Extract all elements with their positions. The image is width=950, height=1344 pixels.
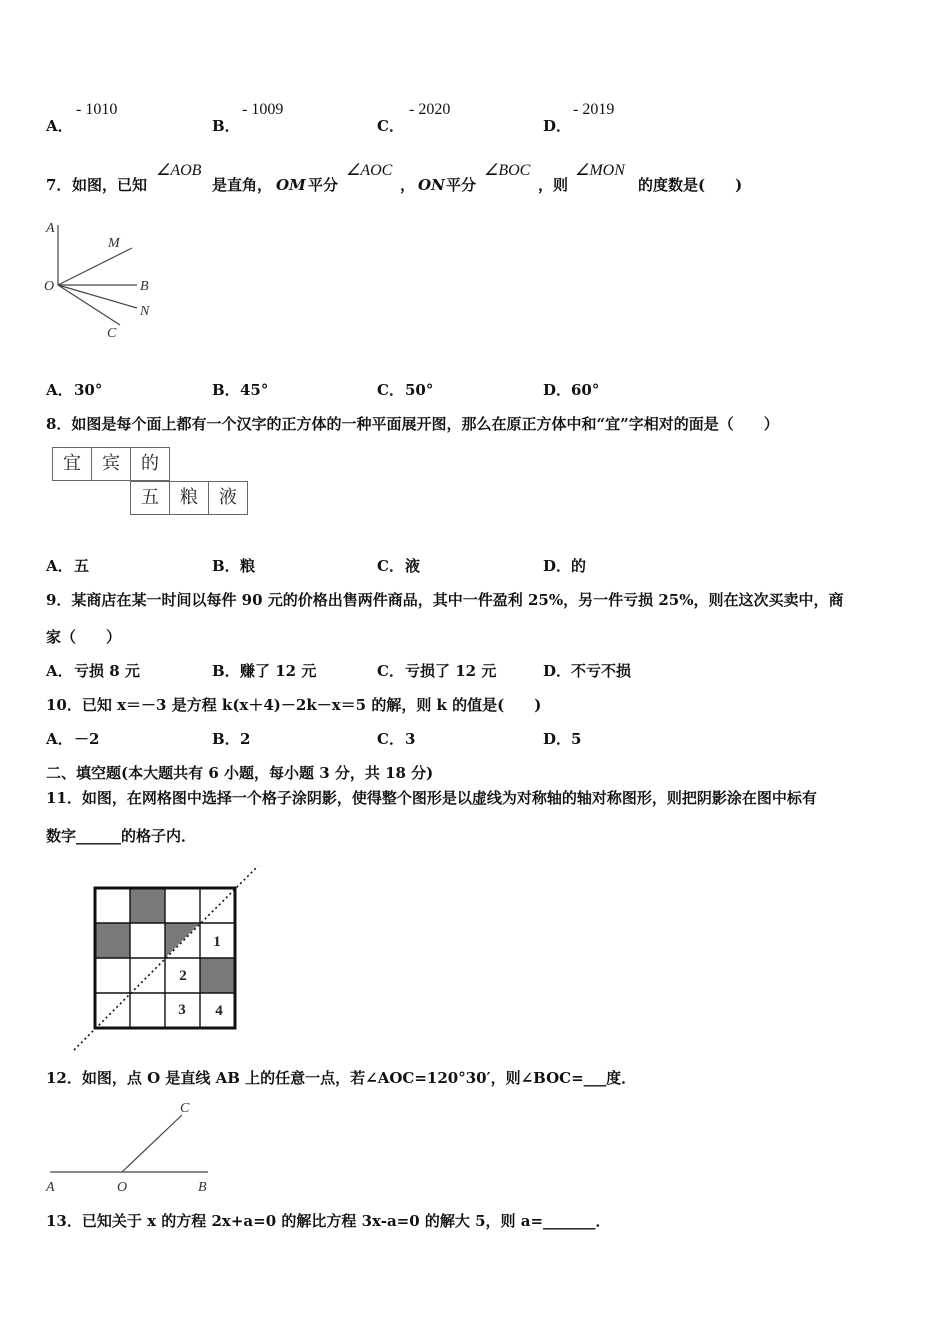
q7-angle-aob: ∠AOB [156, 162, 202, 179]
q7-on: ON [418, 176, 445, 194]
q8-option-d-label: D． [543, 557, 572, 575]
label-b: B [140, 279, 149, 294]
q7-angle-aoc: ∠AOC [346, 162, 393, 179]
ray-om [58, 248, 132, 285]
cell-label-1: 1 [213, 934, 221, 950]
section-2-heading: 二、填空题(本大题共有 6 小题，每小题 3 分，共 18 分) [46, 764, 434, 782]
q9-option-c-label: C． [377, 662, 404, 680]
cell-label-3: 3 [178, 1002, 186, 1018]
q7-option-c-value: 50° [405, 381, 434, 399]
q11-stem-line-1: 11．如图，在网格图中选择一个格子涂阴影，使得整个图形是以虚线为对称轴的轴对称图形，则把阴影涂在图中标有 [46, 789, 817, 807]
q7-text-5: 平分 [446, 176, 477, 194]
q7-option-b-value: 45° [240, 381, 269, 399]
q6-option-d-value: - 2019 [573, 101, 615, 118]
q8-option-a-value: 五 [74, 557, 90, 575]
q9-option-c-value: 亏损了 12 元 [405, 662, 497, 680]
q7-om: OM [276, 176, 306, 194]
q7-text-2: 是直角， [212, 176, 273, 194]
q8-option-d-value: 的 [571, 557, 587, 575]
label-m: M [108, 236, 120, 251]
q9-stem-line-1: 9．某商店在某一时间以每件 90 元的价格出售两件商品，其中一件盈利 25%，另一件亏损 25%，则在这次买卖中，商 [46, 591, 844, 609]
q7-option-a-value: 30° [74, 381, 103, 399]
q10-option-a-label: A． [46, 730, 73, 748]
q11-stem-line-2: 数字______的格子内． [46, 827, 197, 845]
q8-stem: 8．如图是每个面上都有一个汉字的正方体的一种平面展开图，那么在原正方体中和“宜”字相对的面是（ ） [46, 415, 779, 433]
label-c: C [180, 1101, 190, 1116]
net-cell-5: 粮 [169, 481, 209, 515]
q12-stem: 12．如图，点 O 是直线 AB 上的任意一点，若∠AOC=120°30′，则∠BOC=___度． [46, 1069, 637, 1087]
q10-option-d-value: 5 [571, 730, 582, 748]
q6-option-c-label: C． [377, 117, 404, 135]
q8-option-b-value: 粮 [240, 557, 256, 575]
q7-text-4: ， [400, 176, 416, 194]
q9-option-b-value: 赚了 12 元 [240, 662, 317, 680]
q8-option-c-label: C． [377, 557, 404, 575]
ray-on [58, 285, 137, 308]
q10-option-d-label: D． [543, 730, 572, 748]
label-a: A [46, 221, 55, 236]
shaded-cell-r1c2 [130, 888, 165, 923]
q10-stem: 10．已知 x＝－3 是方程 k(x＋4)－2k－x＝5 的解，则 k 的值是( ) [46, 696, 542, 714]
label-o: O [44, 279, 55, 294]
net-cell-3: 的 [130, 447, 170, 481]
q7-text-7: 的度数是( ) [638, 176, 743, 194]
q9-option-d-label: D． [543, 662, 572, 680]
label-n: N [140, 304, 150, 319]
q7-text-3: 平分 [308, 176, 339, 194]
q8-option-c-value: 液 [405, 557, 421, 575]
q13-stem: 13．已知关于 x 的方程 2x+a=0 的解比方程 3x-a=0 的解大 5，则 a=_______． [46, 1212, 611, 1230]
net-cell-4: 五 [130, 481, 170, 515]
shaded-cell-r3c4 [200, 958, 235, 993]
ray-oc [122, 1115, 182, 1172]
label-b: B [198, 1180, 207, 1195]
q7-angle-boc: ∠BOC [484, 162, 531, 179]
label-c: C [107, 326, 117, 341]
shaded-cell-r2c1 [95, 923, 130, 958]
cell-label-2: 2 [179, 968, 187, 984]
cell-label-4: 4 [215, 1003, 223, 1019]
q7-option-c-label: C． [377, 381, 404, 399]
q9-stem-line-2: 家（ ） [46, 628, 122, 646]
q12-line-figure [40, 1095, 225, 1195]
q7-option-a-label: A． [46, 381, 73, 399]
q6-option-b-value: - 1009 [242, 101, 284, 118]
q8-option-b-label: B． [212, 557, 240, 575]
q10-option-b-label: B． [212, 730, 240, 748]
q7-number: 7． [46, 176, 72, 194]
q7-angle-figure [40, 215, 170, 345]
q8-option-a-label: A． [46, 557, 73, 575]
q6-option-d-label: D． [543, 117, 572, 135]
net-cell-2: 宾 [91, 447, 131, 481]
q10-option-a-value: －2 [74, 730, 100, 748]
q7-angle-mon: ∠MON [575, 162, 625, 179]
q7-option-b-label: B． [212, 381, 240, 399]
q9-option-a-value: 亏损 8 元 [74, 662, 140, 680]
q6-option-a-value: - 1010 [76, 101, 118, 118]
label-o: O [117, 1180, 128, 1195]
net-cell-1: 宜 [52, 447, 92, 481]
q6-option-b-label: B． [212, 117, 240, 135]
q9-option-a-label: A． [46, 662, 73, 680]
q9-option-b-label: B． [212, 662, 240, 680]
q9-option-d-value: 不亏不损 [571, 662, 632, 680]
q10-option-c-value: 3 [405, 730, 416, 748]
q6-option-c-value: - 2020 [409, 101, 451, 118]
ray-oc [58, 285, 120, 325]
q10-option-b-value: 2 [240, 730, 251, 748]
q7-option-d-label: D． [543, 381, 572, 399]
q7-text-6: ，则 [538, 176, 569, 194]
q6-option-a-label: A． [46, 117, 73, 135]
q11-symmetry-grid [68, 860, 268, 1055]
q10-option-c-label: C． [377, 730, 404, 748]
label-a: A [46, 1180, 55, 1195]
q7-text-1: 如图，已知 [72, 176, 148, 194]
q7-option-d-value: 60° [571, 381, 600, 399]
net-cell-6: 液 [208, 481, 248, 515]
